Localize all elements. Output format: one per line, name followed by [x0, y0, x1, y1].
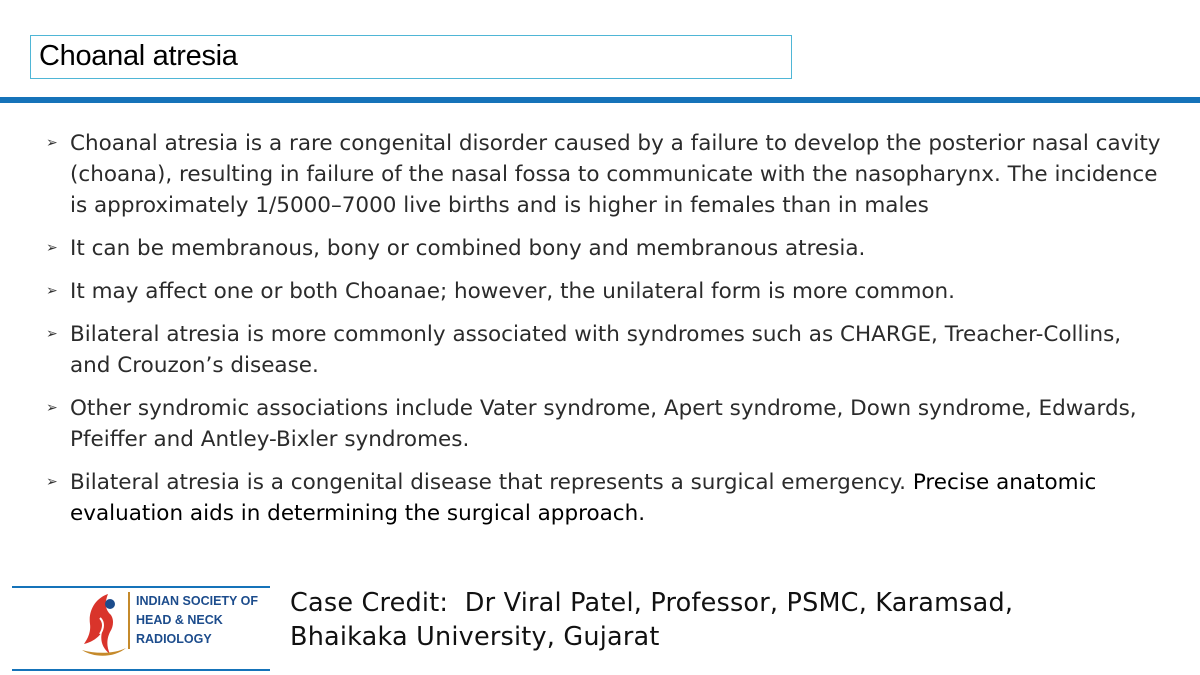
- bullet-item: [46, 467, 1166, 529]
- logo-line-3: RADIOLOGY: [136, 632, 212, 646]
- bullet-list: [46, 128, 1166, 541]
- bullet-text: Choanal atresia is a rare congenital disorder caused by a failure to develop the posterior nasal cavity (choana), resulting in failure of the nasal fossa to communicate with the nasopharynx. The incidence is approximately 1/5000–7000 live births and is higher in females than in males: [70, 131, 1161, 218]
- bullet-text-emphasis: Precise anatomic evaluation aids in determining the surgical approach.: [70, 470, 1097, 526]
- logo-text: [128, 592, 258, 649]
- bullet-text: Bilateral atresia is more commonly associated with syndromes such as CHARGE, Treacher-Collins, and Crouzon’s disease.: [70, 322, 1122, 378]
- arrowhead-bullet-icon: ➢: [46, 400, 58, 416]
- arrowhead-bullet-icon: ➢: [46, 474, 58, 490]
- society-logo: [80, 588, 270, 660]
- isnhr-logo-icon: [80, 588, 128, 660]
- title-box: [30, 35, 792, 79]
- bullet-item: [46, 233, 1166, 264]
- credit-line-1: Case Credit: Dr Viral Patel, Professor, PSMC, Karamsad,: [290, 588, 1014, 618]
- bullet-item: [46, 393, 1166, 455]
- bullet-text: It can be membranous, bony or combined bony and membranous atresia.: [70, 236, 866, 261]
- logo-bottom-rule: [12, 669, 270, 671]
- bullet-text: It may affect one or both Choanae; however, the unilateral form is more common.: [70, 279, 956, 304]
- arrowhead-bullet-icon: ➢: [46, 283, 58, 299]
- credit-line-2: Bhaikaka University, Gujarat: [290, 622, 660, 652]
- arrowhead-bullet-icon: ➢: [46, 135, 58, 151]
- arrowhead-bullet-icon: ➢: [46, 240, 58, 256]
- header-divider: [0, 97, 1200, 103]
- slide-title: Choanal atresia: [39, 40, 238, 72]
- logo-line-2: HEAD & NECK: [136, 613, 223, 627]
- arrowhead-bullet-icon: ➢: [46, 326, 58, 342]
- bullet-text: Other syndromic associations include Vater syndrome, Apert syndrome, Down syndrome, Edwards, Pfeiffer and Antley-Bixler syndromes.: [70, 396, 1137, 452]
- bullet-text: Bilateral atresia is a congenital disease that represents a surgical emergency.: [70, 470, 913, 495]
- logo-line-1: INDIAN SOCIETY OF: [136, 594, 259, 608]
- bullet-item: [46, 128, 1166, 221]
- bullet-item: [46, 319, 1166, 381]
- case-credit: [290, 586, 1013, 654]
- bullet-item: [46, 276, 1166, 307]
